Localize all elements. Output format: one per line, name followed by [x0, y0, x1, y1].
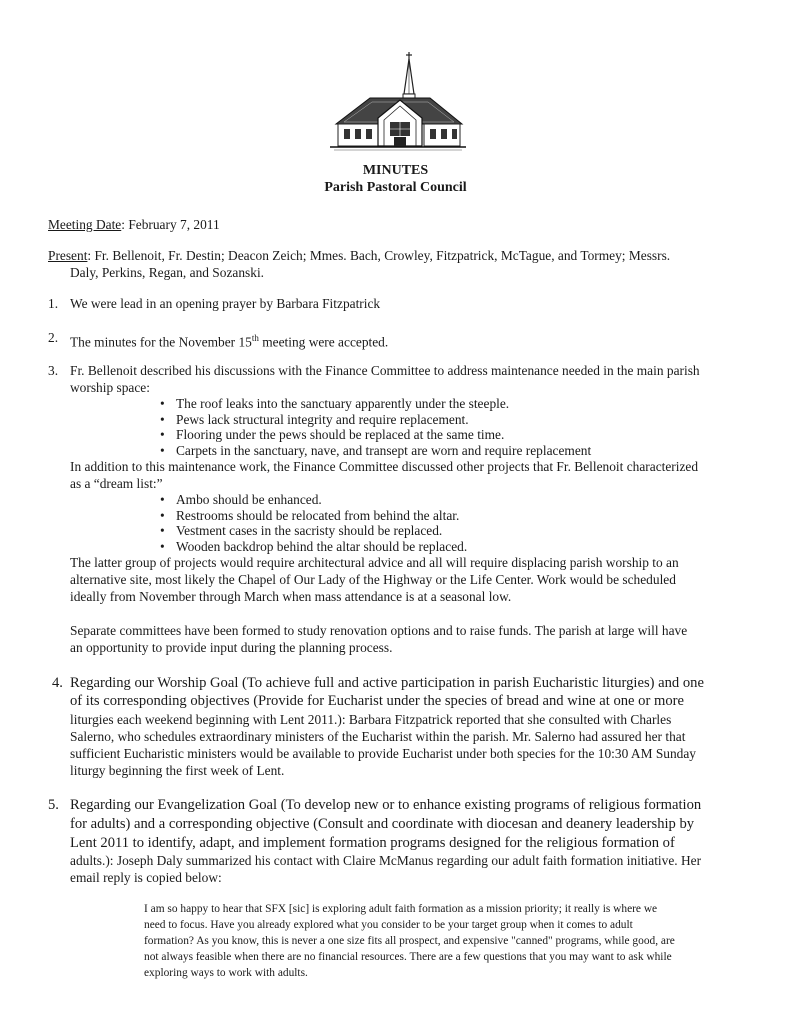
list-item: • The roof leaks into the sanctuary apparently under the steeple.: [160, 396, 591, 412]
item-2-text-a: The minutes for the November 15: [70, 334, 252, 350]
meeting-date: [48, 217, 220, 234]
item-4-line-2: of its corresponding objectives (Provide for Eucharist under the species of bread and wine at one or more: [70, 693, 684, 709]
item-4-line-6: liturgy beginning the first week of Lent.: [70, 763, 285, 778]
item-3-para-1-line-3: ideally from November through March when mass attendance is at a seasonal low.: [70, 589, 512, 604]
item-3-intro-2: worship space:: [70, 380, 150, 395]
dream-list: [160, 492, 467, 554]
item-3-number: 3.: [48, 363, 59, 378]
item-5-number: 5.: [48, 797, 59, 813]
item-3-para-1-line-2: alternative site, most likely the Chapel of Our Lady of the Highway or the Life Center. Work would be scheduled: [70, 572, 676, 587]
item-3-para-2-line-2: an opportunity to provide input during the planning process.: [70, 640, 393, 655]
list-item: • Pews lack structural integrity and require replacement.: [160, 412, 591, 428]
item-1-number: 1.: [48, 296, 59, 311]
list-item: • Vestment cases in the sacristy should be replaced.: [160, 523, 467, 539]
list-item: • Carpets in the sanctuary, nave, and transept are worn and require replacement: [160, 443, 591, 459]
email-quote-line-5: exploring ways to work with adults.: [144, 967, 308, 979]
item-5-line-5: email reply is copied below:: [70, 870, 222, 885]
item-4-line-3: liturgies each weekend beginning with Lent 2011.): Barbara Fitzpatrick reported that she consulted with Charles: [70, 712, 672, 727]
church-logo-icon: [330, 52, 466, 154]
item-4-line-5: sufficient Eucharistic ministers would be available to provide Eucharist under both species for the 10:30 AM Sunday: [70, 746, 696, 761]
item-5-line-3: Lent 2011 to identify, adapt, and implement formation programs designed for the religious formation of: [70, 835, 675, 851]
item-2-number: 2.: [48, 330, 59, 345]
item-3-intro-1: Fr. Bellenoit described his discussions with the Finance Committee to address maintenance needed in the main parish: [70, 363, 700, 378]
item-2-sup: th: [251, 333, 259, 343]
email-quote-line-1: I am so happy to hear that SFX [sic] is exploring adult faith formation as a mission priority; it really is where we: [144, 903, 658, 915]
item-3-mid-1: In addition to this maintenance work, the Finance Committee discussed other projects that Fr. Bellenoit characterized: [70, 459, 699, 474]
list-item: • Flooring under the pews should be replaced at the same time.: [160, 427, 591, 443]
email-quote-line-4: not always feasible when there are no financial resources. There are a few questions that you may want to ask while: [144, 951, 672, 963]
item-2-text-b: meeting were accepted.: [258, 334, 389, 350]
item-4-line-1: Regarding our Worship Goal (To achieve full and active participation in parish Eucharistic liturgies) and one: [70, 675, 704, 691]
item-5-line-2: for adults) and a corresponding objective (Consult and coordinate with diocesan and deanery leadership by: [70, 816, 695, 832]
present-names-1: : Fr. Bellenoit, Fr. Destin; Deacon Zeich; Mmes. Bach, Crowley, Fitzpatrick, McTague, and Tormey; Messrs.: [87, 248, 671, 263]
list-item: • Restrooms should be relocated from behind the altar.: [160, 508, 467, 524]
list-item: • Ambo should be enhanced.: [160, 492, 467, 508]
present-line-1: [48, 248, 670, 265]
item-5-line-1: Regarding our Evangelization Goal (To develop new or to enhance existing programs of religious formation: [70, 797, 702, 813]
item-3-mid-2: as a “dream list:”: [70, 476, 163, 491]
present-label: Present: [48, 248, 88, 263]
item-1-text: We were lead in an opening prayer by Barbara Fitzpatrick: [70, 296, 381, 311]
list-item: • Wooden backdrop behind the altar should be replaced.: [160, 539, 467, 555]
email-quote-line-3: formation? As you know, this is never a one size fits all prospect, and expensive "canned" programs, while good, are: [144, 935, 675, 947]
item-5-line-4: adults.): Joseph Daly summarized his contact with Claire McManus regarding our adult faith formation initiative. Her: [70, 853, 702, 868]
item-4-line-4: Salerno, who schedules extraordinary ministers of the Eucharist within the parish. Mr. Salerno had assured her that: [70, 729, 686, 744]
email-quote-line-2: need to focus. Have you already explored what you consider to be your target group when it comes to adult: [144, 919, 633, 931]
item-3-para-1-line-1: The latter group of projects would require architectural advice and all will require displacing parish worship to an: [70, 555, 679, 570]
item-3-para-2-line-1: Separate committees have been formed to study renovation options and to raise funds. The parish at large will have: [70, 623, 688, 638]
meeting-date-label: Meeting Date: [48, 217, 122, 232]
item-2-text: [70, 330, 388, 351]
present-line-2: Daly, Perkins, Regan, and Sozanski.: [70, 265, 265, 280]
page-title: MINUTES: [362, 163, 429, 178]
page-subtitle: Parish Pastoral Council: [324, 180, 467, 195]
item-4-number: 4.: [52, 675, 63, 691]
maintenance-list: [160, 396, 591, 458]
meeting-date-value: : February 7, 2011: [121, 217, 220, 232]
